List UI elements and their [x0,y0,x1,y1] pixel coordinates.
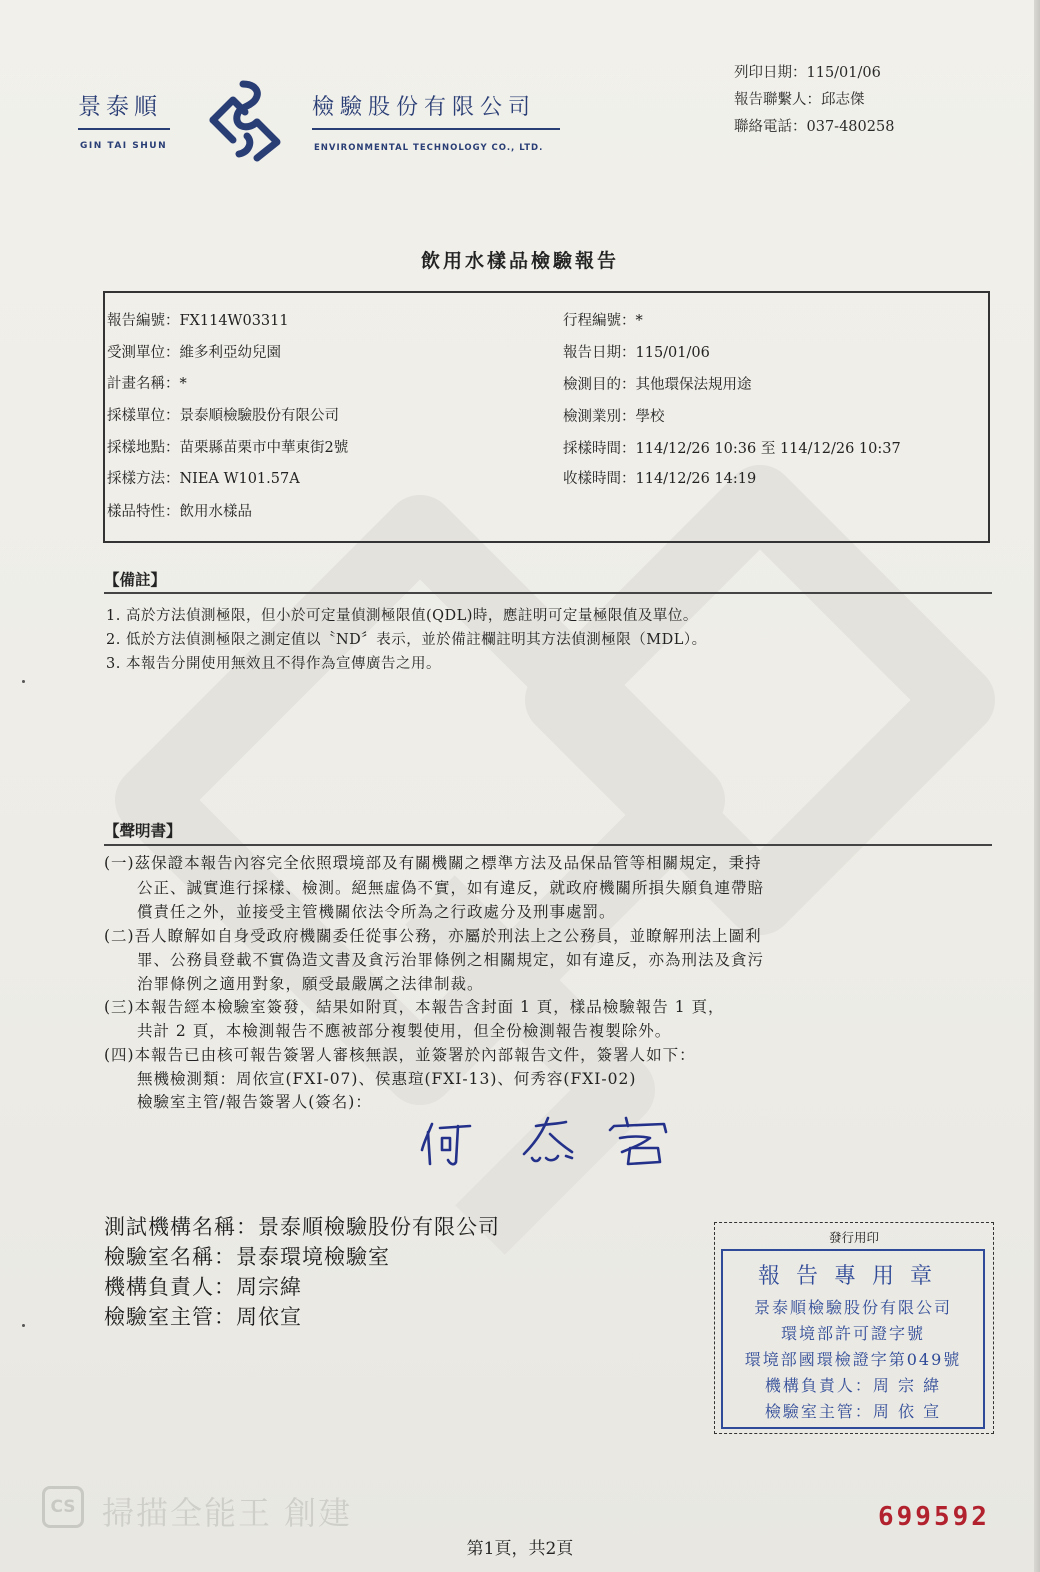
sampling-location: 採樣地點：苗栗縣苗栗市中華東街2號 [107,440,349,456]
report-number: 報告編號：FX114W03311 [107,313,289,329]
declaration-line: 償責任之外，並接受主管機關依法令所為之行政處分及刑事處罰。 [104,903,616,921]
declaration-line: (一)茲保證本報告內容完全依照環境部及有關機關之標準方法及品保品管等相關規定，秉持 [104,854,762,872]
declaration-rule [104,844,992,846]
seal-line: 景泰順檢驗股份有限公司 [753,1298,952,1317]
declaration-line: 共計 2 頁，本檢測報告不應被部分複製使用，但全份檢測報告複製除外。 [104,1022,672,1040]
seal-line: 檢驗室主管：周 依 宣 [764,1402,942,1421]
serial-number: 699592 [878,1502,990,1532]
seal-title: 報告專用章 [757,1264,948,1289]
trip-number: 行程編號：* [563,313,643,329]
contact-phone: 聯絡電話：037-480258 [734,119,895,135]
page-number: 第1頁，共2頁 [466,1539,574,1559]
declaration-line: (四)本報告已由核可報告簽署人審核無誤，並簽署於內部報告文件，簽署人如下： [104,1046,696,1064]
scanner-watermark-text: 掃描全能王 創建 [102,1494,353,1532]
remarks-rule [104,592,992,594]
tested-unit: 受測單位：維多利亞幼兒園 [107,345,281,361]
laboratory-supervisor: 檢驗室主管：周依宣 [104,1305,302,1329]
report-date: 報告日期：115/01/06 [563,345,710,361]
declaration-heading: 【聲明書】 [104,821,182,840]
company-english-name: ENVIRONMENTAL TECHNOLOGY CO., LTD. [314,143,544,153]
print-date: 列印日期：115/01/06 [734,65,881,81]
declaration-line: (三)本報告經本檢驗室簽發，結果如附頁，本報告含封面 1 頁，樣品檢驗報告 1 頁， [104,998,725,1016]
report-title: 飲用水樣品檢驗報告 [420,250,619,272]
sample-characteristic: 樣品特性：飲用水樣品 [107,504,252,520]
declaration-line: 無機檢測類：周依宣(FXI-07)、侯惠瑄(FXI-13)、何秀容(FXI-02) [104,1070,637,1088]
seal-line: 機構負責人：周 宗 緯 [764,1376,942,1395]
declaration-line: 公正、誠實進行採樣、檢測。絕無虛偽不實，如有違反，就政府機關所損失願負連帶賠 [104,879,765,897]
camscanner-logo-icon: CS [42,1486,84,1528]
declaration-line: 罪、公務員登載不實偽造文書及貪污治罪條例之相關規定，如有違反，亦為刑法及貪污 [104,951,765,969]
seal-line: 環境部國環檢證字第049號 [744,1350,962,1369]
declaration-line: (二)吾人瞭解如自身受政府機關委任從事公務，亦屬於刑法上之公務員，並瞭解刑法上圖利 [104,927,762,945]
company-chinese-name: 檢驗股份有限公司 [312,95,537,120]
seal-line: 環境部許可證字號 [780,1324,925,1343]
receiving-time: 收樣時間：114/12/26 14:19 [563,471,757,487]
project-name: 計畫名稱：* [107,376,187,392]
test-purpose: 檢測目的：其他環保法規用途 [563,377,752,393]
remark-item: 3. 本報告分開使用無效且不得作為宣傳廣告之用。 [106,656,441,672]
remark-item: 1. 高於方法偵測極限，但小於可定量偵測極限值(QDL)時，應註明可定量極限值及單位。 [106,608,698,624]
test-category: 檢測業別：學校 [563,409,665,425]
sampling-method: 採樣方法：NIEA W101.57A [107,471,300,487]
report-contact: 報告聯繫人：邱志傑 [734,92,865,108]
remark-item: 2. 低於方法偵測極限之測定值以〝ND〞表示，並於備註欄註明其方法偵測極限（MDL）。 [106,632,707,648]
logo-chinese-name: 景泰順 [78,94,162,120]
company-logo-icon [203,76,287,164]
declaration-line: 檢驗室主管/報告簽署人(簽名)： [104,1093,372,1111]
declaration-line: 治罪條例之適用對象，願受最嚴厲之法律制裁。 [104,975,484,993]
scan-speck [22,1324,25,1327]
stamp-frame-heading: 發行用印 [828,1230,879,1245]
scan-speck [22,680,25,683]
sampling-unit: 採樣單位：景泰順檢驗股份有限公司 [107,408,339,424]
laboratory-name: 檢驗室名稱：景泰環境檢驗室 [104,1245,390,1269]
page-edge-shadow [1034,0,1040,1572]
sampling-time: 採樣時間：114/12/26 10:36 至 114/12/26 10:37 [563,441,901,457]
testing-institution-name: 測試機構名稱：景泰順檢驗股份有限公司 [104,1215,500,1239]
report-seal [721,1249,985,1429]
handwritten-signature [420,1112,690,1172]
logo-english-name: GIN TAI SHUN [80,141,168,151]
remarks-heading: 【備註】 [104,570,167,589]
header-meta [734,60,894,141]
institution-head: 機構負責人：周宗緯 [104,1275,302,1299]
issuance-stamp-frame [714,1222,994,1434]
logo-underline [78,128,170,130]
company-underline [312,128,560,130]
